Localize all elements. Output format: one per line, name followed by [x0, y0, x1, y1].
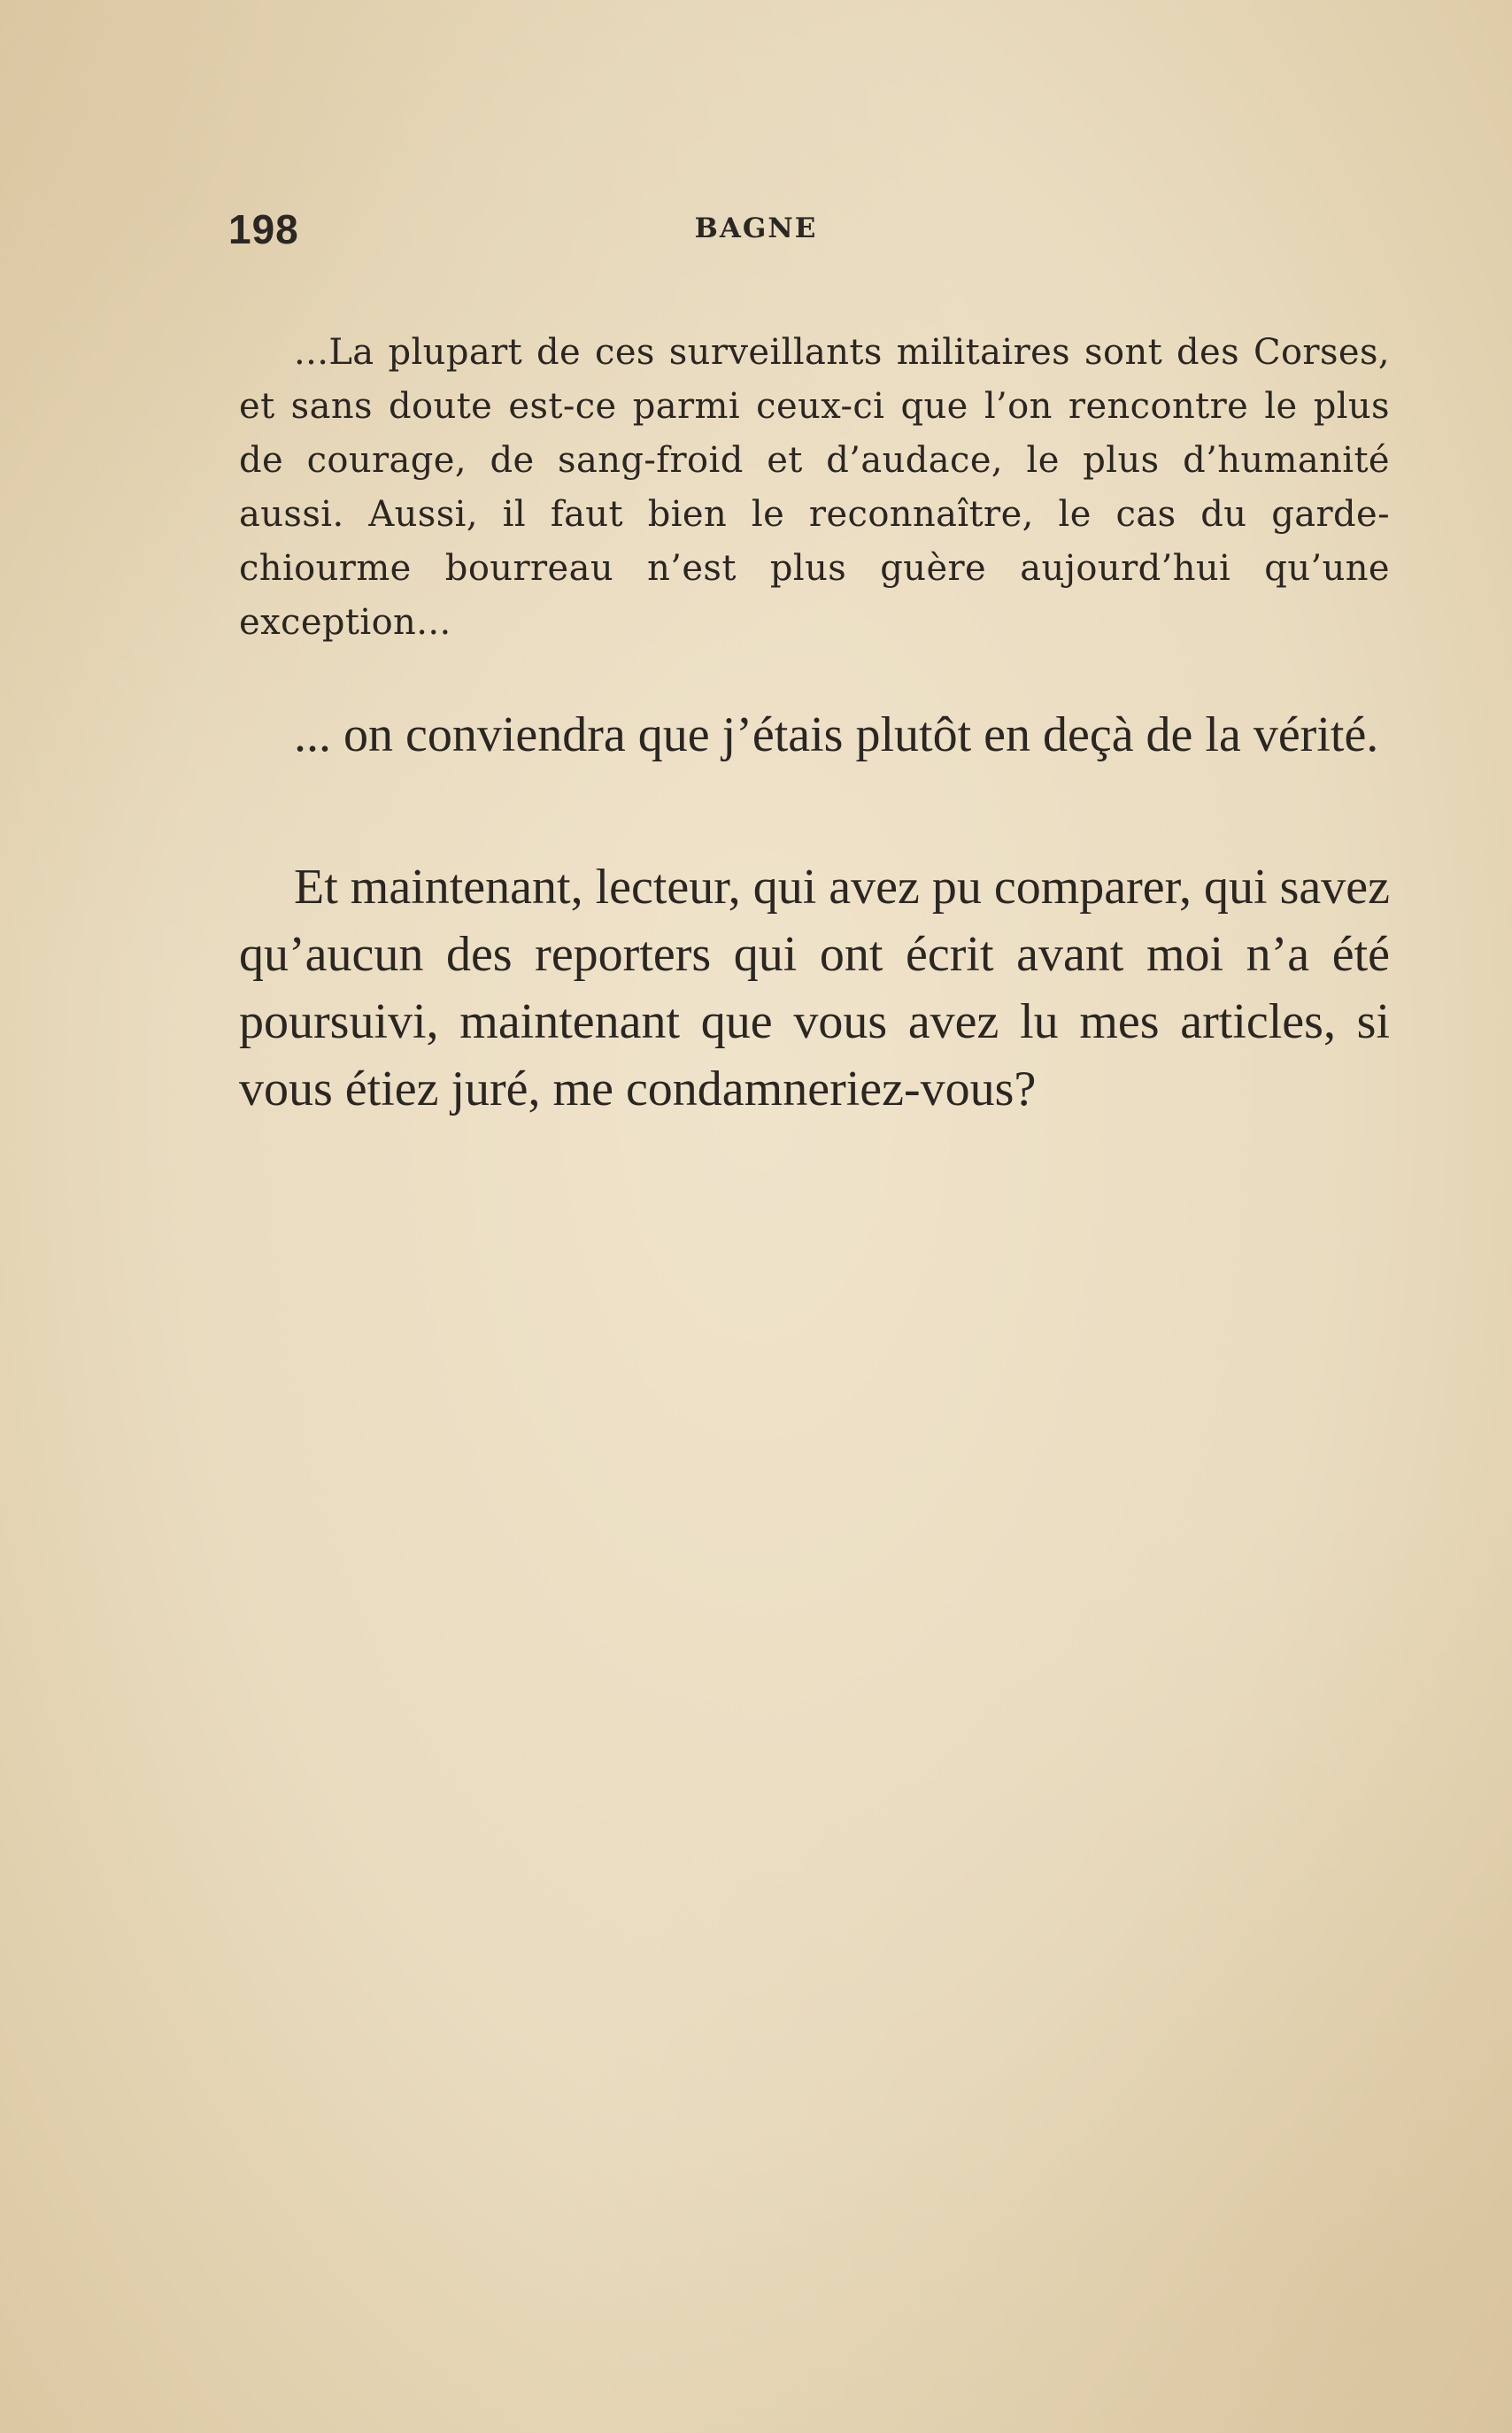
page-number: 198 [228, 206, 299, 252]
quote-text: ...La plupart de ces surveillants militaires sont des Corses, et sans doute est-ce parmi ceux-ci que l’on rencontre le plus de courage, de sang-froid et d’audace, le plus d’humanité aussi. Aussi, il faut bien le reconnaître, le cas du garde-chiourme bourreau n’est plus guère aujourd’hui qu’une exception... [239, 332, 1390, 643]
paragraph-text-2: Et maintenant, lecteur, qui avez pu comparer, qui savez qu’aucun des reporters qui ont écrit avant moi n’a été poursuivi, maintenant que vous avez lu mes articles, si vous étiez juré, me condamneriez-vous? [239, 860, 1390, 1116]
quoted-passage [239, 326, 1390, 650]
body-paragraph-1 [239, 701, 1390, 769]
running-title: BAGNE [694, 212, 818, 244]
body-paragraph-2 [239, 853, 1390, 1123]
paragraph-text-1: ... on conviendra que j’étais plutôt en deçà de la vérité. [294, 707, 1379, 762]
